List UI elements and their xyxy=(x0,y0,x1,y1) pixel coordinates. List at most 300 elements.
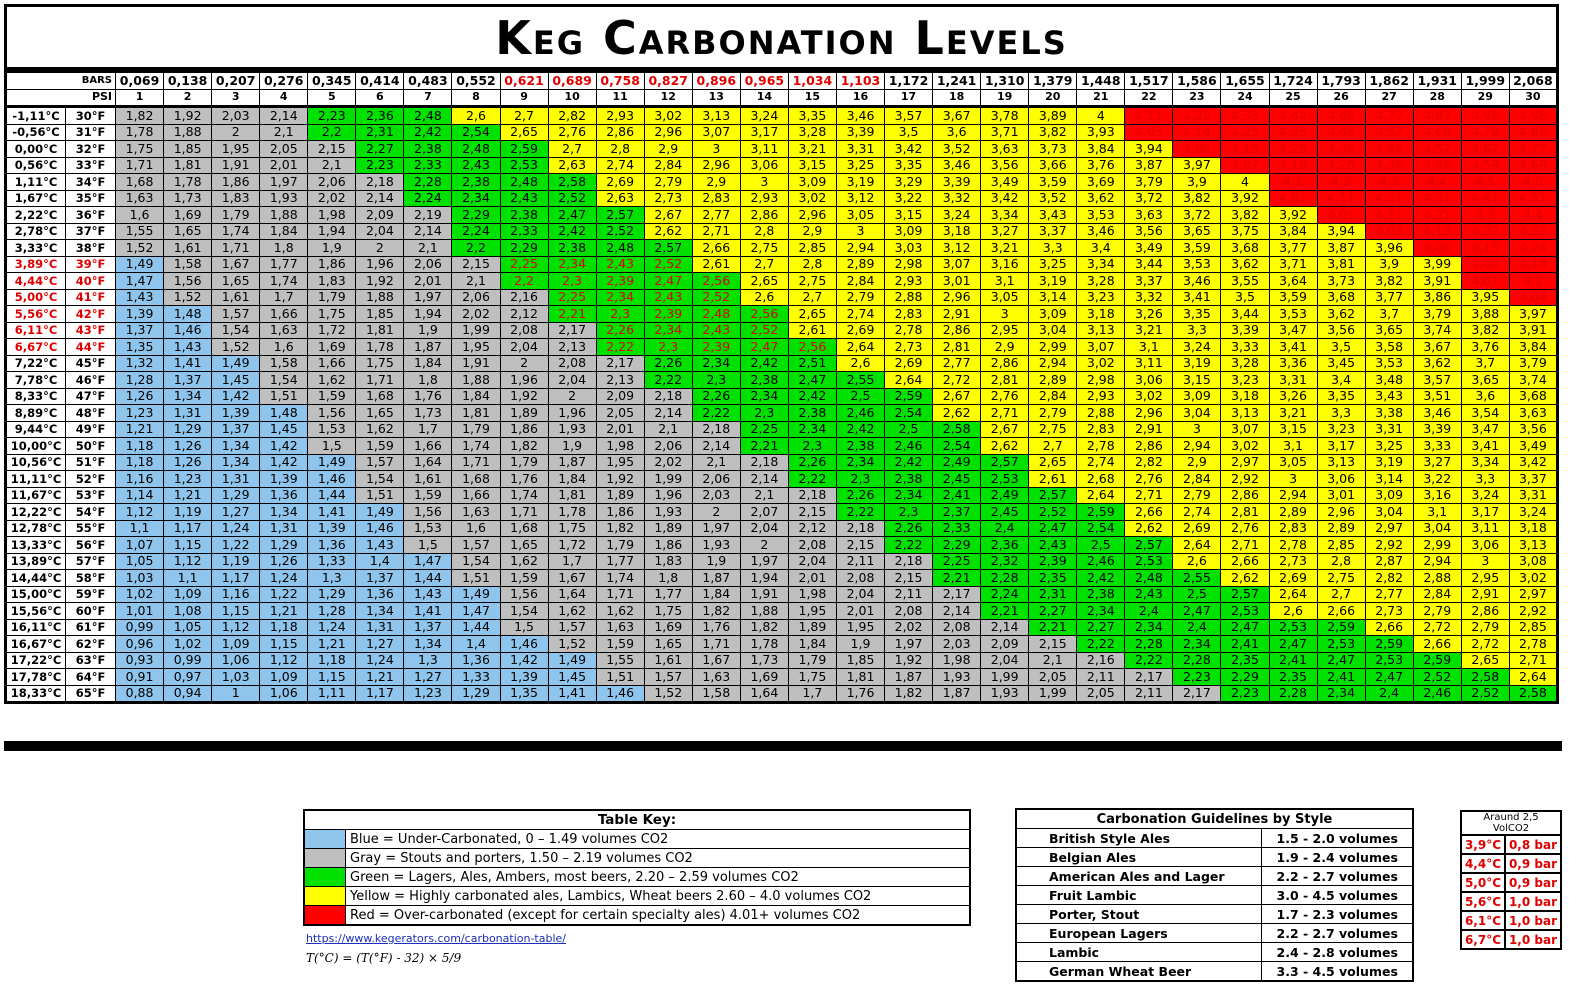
volume-cell: 4,66 xyxy=(1317,107,1365,125)
volume-cell: 3,3 xyxy=(1029,240,1077,257)
volume-cell: 4,22 xyxy=(1461,223,1509,240)
volume-cell: 1,92 xyxy=(164,107,212,125)
volume-cell: 2,1 xyxy=(452,273,500,290)
volume-cell: 1,24 xyxy=(212,520,260,537)
volume-cell: 2,17 xyxy=(596,355,644,372)
volume-cell: 3,56 xyxy=(1125,223,1173,240)
volume-cell: 1,93 xyxy=(644,504,692,521)
volume-cell: 2,06 xyxy=(404,256,452,273)
volume-cell: 4,01 xyxy=(1461,273,1509,290)
volume-cell: 2,79 xyxy=(1029,405,1077,422)
volume-cell: 2,83 xyxy=(1269,520,1317,537)
key-text: Red = Over-carbonated (except for certain specialty ales) 4.01+ volumes CO2 xyxy=(346,906,971,926)
volume-cell: 2,62 xyxy=(1221,570,1269,587)
volume-cell: 1,46 xyxy=(356,520,404,537)
volume-cell: 3 xyxy=(1173,421,1221,438)
volume-cell: 1,65 xyxy=(356,405,404,422)
volume-cell: 4,6 xyxy=(1509,174,1557,191)
volume-cell: 2,4 xyxy=(1125,603,1173,620)
table-key xyxy=(303,809,971,926)
volume-cell: 1,42 xyxy=(260,438,308,455)
volume-cell: 2,79 xyxy=(1413,603,1461,620)
volume-cell: 1,71 xyxy=(500,504,548,521)
psi-header: 11 xyxy=(596,89,644,107)
volume-cell: 1,59 xyxy=(308,388,356,405)
psi-header: 8 xyxy=(452,89,500,107)
volume-cell: 2,39 xyxy=(1029,553,1077,570)
volume-cell: 4,77 xyxy=(1365,107,1413,125)
volume-cell: 3,62 xyxy=(1413,355,1461,372)
volume-cell: 3,46 xyxy=(836,107,884,125)
volume-cell: 3,39 xyxy=(1413,421,1461,438)
volume-cell: 1,52 xyxy=(164,289,212,306)
bars-row xyxy=(6,72,1558,90)
volume-cell: 2 xyxy=(356,240,404,257)
volume-cell: 3,13 xyxy=(1077,322,1125,339)
volume-cell: 1,74 xyxy=(500,487,548,504)
volume-cell: 3,15 xyxy=(1173,372,1221,389)
volume-cell: 2,99 xyxy=(1413,537,1461,554)
volume-cell: 3,07 xyxy=(933,256,981,273)
volume-cell: 3,67 xyxy=(933,107,981,125)
table-row xyxy=(6,603,1558,620)
around-temp: 6,1°C xyxy=(1461,911,1505,930)
volume-cell: 3,77 xyxy=(1365,289,1413,306)
volume-cell: 1,87 xyxy=(404,339,452,356)
volume-cell: 3,7 xyxy=(1461,355,1509,372)
volume-cell: 1,08 xyxy=(164,603,212,620)
temp-fahrenheit: 42°F xyxy=(66,306,116,323)
volume-cell: 1,11 xyxy=(308,685,356,703)
volume-cell: 3,17 xyxy=(1317,438,1365,455)
volume-cell: 1,45 xyxy=(212,372,260,389)
volume-cell: 2,62 xyxy=(644,223,692,240)
volume-cell: 2,57 xyxy=(644,240,692,257)
volume-cell: 2,2 xyxy=(500,273,548,290)
volume-cell: 2,94 xyxy=(1269,487,1317,504)
table-row xyxy=(6,240,1558,257)
temp-fahrenheit: 58°F xyxy=(66,570,116,587)
volume-cell: 3,63 xyxy=(1125,207,1173,224)
guideline-style: German Wheat Beer xyxy=(1016,962,1262,982)
volume-cell: 1,48 xyxy=(164,306,212,323)
volume-cell: 2,77 xyxy=(1365,586,1413,603)
volume-cell: 1,75 xyxy=(308,306,356,323)
psi-header: 12 xyxy=(644,89,692,107)
bars-header: 1,103 xyxy=(836,72,884,90)
volume-cell: 2,55 xyxy=(836,372,884,389)
volume-cell: 1,84 xyxy=(452,388,500,405)
volume-cell: 3,76 xyxy=(1077,157,1125,174)
volume-cell: 2,23 xyxy=(356,157,404,174)
volume-cell: 3,13 xyxy=(1221,405,1269,422)
volume-cell: 2,95 xyxy=(981,322,1029,339)
volume-cell: 1,43 xyxy=(404,586,452,603)
volume-cell: 1,67 xyxy=(212,256,260,273)
volume-cell: 1,76 xyxy=(404,388,452,405)
volume-cell: 2,45 xyxy=(981,504,1029,521)
volume-cell: 1,65 xyxy=(164,223,212,240)
volume-cell: 1,99 xyxy=(981,669,1029,686)
volume-cell: 4,13 xyxy=(1413,223,1461,240)
volume-cell: 3,09 xyxy=(788,174,836,191)
volume-cell: 2,89 xyxy=(1269,504,1317,521)
volume-cell: 2,6 xyxy=(1269,603,1317,620)
volume-cell: 2,86 xyxy=(933,322,981,339)
volume-cell: 2,38 xyxy=(404,141,452,158)
volume-cell: 2,1 xyxy=(644,421,692,438)
volume-cell: 1,43 xyxy=(356,537,404,554)
volume-cell: 2,14 xyxy=(356,190,404,207)
volume-cell: 4,3 xyxy=(1461,207,1509,224)
volume-cell: 4,57 xyxy=(1413,141,1461,158)
volume-cell: 1,87 xyxy=(692,570,740,587)
volume-cell: 4,24 xyxy=(1509,240,1557,257)
key-row-red xyxy=(304,906,970,926)
volume-cell: 2,78 xyxy=(1509,636,1557,653)
volume-cell: 4,21 xyxy=(1413,207,1461,224)
volume-cell: 2,3 xyxy=(885,504,933,521)
volume-cell: 3,71 xyxy=(981,124,1029,141)
volume-cell: 2,38 xyxy=(548,240,596,257)
volume-cell: 4,98 xyxy=(1509,107,1557,125)
guideline-style: Fruit Lambic xyxy=(1016,886,1262,905)
volume-cell: 4,31 xyxy=(1413,190,1461,207)
volume-cell: 2,4 xyxy=(1365,685,1413,703)
volume-cell: 2,32 xyxy=(981,553,1029,570)
volume-cell: 2,27 xyxy=(1029,603,1077,620)
guideline-row xyxy=(1016,905,1413,924)
volume-cell: 1,58 xyxy=(164,256,212,273)
around-row xyxy=(1461,911,1561,930)
volume-cell: 2,08 xyxy=(500,322,548,339)
volume-cell: 3,59 xyxy=(1173,240,1221,257)
volume-cell: 2,55 xyxy=(1173,570,1221,587)
volume-cell: 1,81 xyxy=(836,669,884,686)
volume-cell: 2,41 xyxy=(1221,636,1269,653)
volume-cell: 1,9 xyxy=(404,322,452,339)
volume-cell: 2,65 xyxy=(1461,652,1509,669)
volume-cell: 2,21 xyxy=(933,570,981,587)
volume-cell: 1,94 xyxy=(308,223,356,240)
volume-cell: 2,91 xyxy=(1461,586,1509,603)
carbonation-table xyxy=(4,70,1559,704)
volume-cell: 3,15 xyxy=(788,157,836,174)
volume-cell: 3,96 xyxy=(1365,240,1413,257)
volume-cell: 1,74 xyxy=(452,438,500,455)
volume-cell: 2,96 xyxy=(933,289,981,306)
volume-cell: 2,09 xyxy=(356,207,404,224)
volume-cell: 1,98 xyxy=(788,586,836,603)
volume-cell: 3,5 xyxy=(885,124,933,141)
table-row xyxy=(6,256,1558,273)
volume-cell: 1,53 xyxy=(308,421,356,438)
volume-cell: 1,02 xyxy=(164,636,212,653)
volume-cell: 3,31 xyxy=(1269,372,1317,389)
table-row xyxy=(6,685,1558,703)
volume-cell: 2,11 xyxy=(836,553,884,570)
volume-cell: 3,74 xyxy=(1413,322,1461,339)
volume-cell: 2,69 xyxy=(596,174,644,191)
volume-cell: 4,44 xyxy=(1269,107,1317,125)
volume-cell: 3,64 xyxy=(1269,273,1317,290)
volume-cell: 1,93 xyxy=(981,685,1029,703)
volume-cell: 4,35 xyxy=(1269,124,1317,141)
guideline-row xyxy=(1016,867,1413,886)
volume-cell: 1,51 xyxy=(452,570,500,587)
volume-cell: 2,4 xyxy=(1173,619,1221,636)
volume-cell: 3,39 xyxy=(933,174,981,191)
volume-cell: 1,79 xyxy=(788,652,836,669)
guideline-style: Porter, Stout xyxy=(1016,905,1262,924)
volume-cell: 2,8 xyxy=(1317,553,1365,570)
volume-cell: 2,54 xyxy=(885,405,933,422)
volume-cell: 1,46 xyxy=(164,322,212,339)
around-row xyxy=(1461,930,1561,949)
volume-cell: 1,82 xyxy=(740,619,788,636)
volume-cell: 3,12 xyxy=(933,240,981,257)
volume-cell: 3,63 xyxy=(1509,405,1557,422)
temp-celsius: 5,56°C xyxy=(6,306,66,323)
volume-cell: 2,52 xyxy=(1461,685,1509,703)
volume-cell: 2,1 xyxy=(308,157,356,174)
volume-cell: 1,54 xyxy=(500,603,548,620)
volume-cell: 2,83 xyxy=(692,190,740,207)
temp-fahrenheit: 45°F xyxy=(66,355,116,372)
volume-cell: 2,74 xyxy=(596,157,644,174)
temp-celsius: 1,11°C xyxy=(6,174,66,191)
volume-cell: 2,96 xyxy=(788,207,836,224)
volume-cell: 2,52 xyxy=(548,190,596,207)
temp-celsius: 9,44°C xyxy=(6,421,66,438)
volume-cell: 1,57 xyxy=(644,669,692,686)
volume-cell: 1,67 xyxy=(548,570,596,587)
volume-cell: 3,23 xyxy=(1221,372,1269,389)
temp-celsius: 11,11°C xyxy=(6,471,66,488)
volume-cell: 2,96 xyxy=(644,124,692,141)
volume-cell: 1,88 xyxy=(164,124,212,141)
volume-cell: 2,91 xyxy=(1125,421,1173,438)
temp-fahrenheit: 32°F xyxy=(66,141,116,158)
volume-cell: 1,62 xyxy=(308,372,356,389)
volume-cell: 2,11 xyxy=(1125,685,1173,703)
volume-cell: 3,11 xyxy=(1461,520,1509,537)
volume-cell: 1,92 xyxy=(500,388,548,405)
temp-celsius: 0,00°C xyxy=(6,141,66,158)
volume-cell: 3,17 xyxy=(740,124,788,141)
volume-cell: 3,97 xyxy=(1173,157,1221,174)
volume-cell: 2,42 xyxy=(548,223,596,240)
volume-cell: 4,4 xyxy=(1509,207,1557,224)
volume-cell: 3,88 xyxy=(1461,306,1509,323)
volume-cell: 3,73 xyxy=(1029,141,1077,158)
volume-cell: 1,94 xyxy=(404,306,452,323)
volume-cell: 1,94 xyxy=(740,570,788,587)
temp-celsius: 13,33°C xyxy=(6,537,66,554)
psi-header: 26 xyxy=(1317,89,1365,107)
volume-cell: 1,82 xyxy=(596,520,644,537)
volume-cell: 0,99 xyxy=(164,652,212,669)
volume-cell: 2,43 xyxy=(1029,537,1077,554)
volume-cell: 2,47 xyxy=(644,273,692,290)
volume-cell: 2,94 xyxy=(1413,553,1461,570)
volume-cell: 2,15 xyxy=(452,256,500,273)
table-row xyxy=(6,570,1558,587)
volume-cell: 2,49 xyxy=(981,487,1029,504)
around-temp: 5,6°C xyxy=(1461,892,1505,911)
volume-cell: 1,92 xyxy=(356,273,404,290)
volume-cell: 1,88 xyxy=(260,207,308,224)
temp-celsius: 6,67°C xyxy=(6,339,66,356)
volume-cell: 3,42 xyxy=(885,141,933,158)
volume-cell: 3,39 xyxy=(836,124,884,141)
volume-cell: 2,88 xyxy=(1413,570,1461,587)
psi-header: 15 xyxy=(788,89,836,107)
volume-cell: 2,53 xyxy=(1365,652,1413,669)
temp-celsius: 15,00°C xyxy=(6,586,66,603)
volume-cell: 2,8 xyxy=(740,223,788,240)
temp-celsius: 18,33°C xyxy=(6,685,66,703)
volume-cell: 2,65 xyxy=(1029,454,1077,471)
volume-cell: 3 xyxy=(692,141,740,158)
volume-cell: 2,69 xyxy=(885,355,933,372)
volume-cell: 2,94 xyxy=(836,240,884,257)
volume-cell: 3,48 xyxy=(1365,372,1413,389)
temp-fahrenheit: 41°F xyxy=(66,289,116,306)
volume-cell: 2,3 xyxy=(788,438,836,455)
volume-cell: 4,69 xyxy=(1509,157,1557,174)
source-link[interactable]: https://www.kegerators.com/carbonation-table/ xyxy=(306,932,566,945)
volume-cell: 1,86 xyxy=(596,504,644,521)
volume-cell: 2,25 xyxy=(500,256,548,273)
volume-cell: 3,14 xyxy=(1029,289,1077,306)
volume-cell: 1,93 xyxy=(548,421,596,438)
volume-cell: 2 xyxy=(740,537,788,554)
bars-header: 0,758 xyxy=(596,72,644,90)
table-row xyxy=(6,520,1558,537)
temp-celsius: 5,00°C xyxy=(6,289,66,306)
guideline-row xyxy=(1016,962,1413,982)
temp-fahrenheit: 54°F xyxy=(66,504,116,521)
temp-fahrenheit: 55°F xyxy=(66,520,116,537)
volume-cell: 2,84 xyxy=(1173,471,1221,488)
volume-cell: 1,5 xyxy=(500,619,548,636)
key-text: Blue = Under-Carbonated, 0 – 1.49 volumes CO2 xyxy=(346,830,971,849)
around-bar: 1,0 bar xyxy=(1505,930,1561,949)
volume-cell: 1,36 xyxy=(452,652,500,669)
volume-cell: 2,23 xyxy=(1221,685,1269,703)
volume-cell: 1,26 xyxy=(116,388,164,405)
volume-cell: 1,69 xyxy=(308,339,356,356)
volume-cell: 3,9 xyxy=(1365,256,1413,273)
volume-cell: 2,1 xyxy=(740,487,788,504)
volume-cell: 2,56 xyxy=(788,339,836,356)
temp-celsius: 2,22°C xyxy=(6,207,66,224)
volume-cell: 1,98 xyxy=(933,652,981,669)
volume-cell: 3,46 xyxy=(1413,405,1461,422)
volume-cell: 2,19 xyxy=(404,207,452,224)
volume-cell: 3,19 xyxy=(1173,355,1221,372)
temp-fahrenheit: 62°F xyxy=(66,636,116,653)
volume-cell: 1,86 xyxy=(308,256,356,273)
volume-cell: 2,02 xyxy=(885,619,933,636)
volume-cell: 3,86 xyxy=(1413,289,1461,306)
volume-cell: 2,57 xyxy=(1125,537,1173,554)
volume-cell: 1,69 xyxy=(164,207,212,224)
volume-cell: 1,27 xyxy=(404,669,452,686)
volume-cell: 2,2 xyxy=(308,124,356,141)
volume-cell: 3,87 xyxy=(1317,240,1365,257)
volume-cell: 1,93 xyxy=(260,190,308,207)
volume-cell: 2,73 xyxy=(644,190,692,207)
volume-cell: 2,14 xyxy=(692,438,740,455)
volume-cell: 3,56 xyxy=(1317,322,1365,339)
volume-cell: 1,76 xyxy=(692,619,740,636)
volume-cell: 2,7 xyxy=(1029,438,1077,455)
volume-cell: 2,6 xyxy=(452,107,500,125)
volume-cell: 1,46 xyxy=(596,685,644,703)
volume-cell: 3,32 xyxy=(1125,289,1173,306)
volume-cell: 1,33 xyxy=(452,669,500,686)
table-row xyxy=(6,322,1558,339)
volume-cell: 3,95 xyxy=(1461,289,1509,306)
volume-cell: 2,39 xyxy=(596,273,644,290)
volume-cell: 2,24 xyxy=(452,223,500,240)
guideline-style: Belgian Ales xyxy=(1016,848,1262,867)
volume-cell: 1,39 xyxy=(260,471,308,488)
volume-cell: 2,81 xyxy=(981,372,1029,389)
volume-cell: 3,56 xyxy=(1509,421,1557,438)
volume-cell: 2,58 xyxy=(1509,685,1557,703)
volume-cell: 1,82 xyxy=(885,685,933,703)
volume-cell: 2,59 xyxy=(885,388,933,405)
volume-cell: 2,34 xyxy=(452,190,500,207)
volume-cell: 2,34 xyxy=(644,322,692,339)
temp-fahrenheit: 43°F xyxy=(66,322,116,339)
psi-header: 25 xyxy=(1269,89,1317,107)
volume-cell: 2,85 xyxy=(1317,537,1365,554)
volume-cell: 3,14 xyxy=(1365,471,1413,488)
volume-cell: 1,96 xyxy=(500,372,548,389)
volume-cell: 1,87 xyxy=(933,685,981,703)
volume-cell: 1,98 xyxy=(308,207,356,224)
volume-cell: 3,16 xyxy=(1413,487,1461,504)
volume-cell: 3,21 xyxy=(1125,322,1173,339)
volume-cell: 1,58 xyxy=(260,355,308,372)
volume-cell: 1,78 xyxy=(740,636,788,653)
volume-cell: 3,68 xyxy=(1221,240,1269,257)
volume-cell: 3,1 xyxy=(981,273,1029,290)
volume-cell: 2,03 xyxy=(212,107,260,125)
volume-cell: 4,01 xyxy=(1269,190,1317,207)
volume-cell: 3,07 xyxy=(692,124,740,141)
volume-cell: 2,96 xyxy=(1125,405,1173,422)
volume-cell: 1,23 xyxy=(164,471,212,488)
volume-cell: 3,17 xyxy=(1461,504,1509,521)
volume-cell: 3,01 xyxy=(1317,487,1365,504)
psi-header: 30 xyxy=(1509,89,1557,107)
volume-cell: 1,61 xyxy=(164,240,212,257)
volume-cell: 1,72 xyxy=(548,537,596,554)
volume-cell: 1,22 xyxy=(260,586,308,603)
temp-celsius: 7,78°C xyxy=(6,372,66,389)
volume-cell: 2,86 xyxy=(1125,438,1173,455)
volume-cell: 2,94 xyxy=(1173,438,1221,455)
volume-cell: 2,26 xyxy=(788,454,836,471)
volume-cell: 2,84 xyxy=(836,273,884,290)
volume-cell: 2,41 xyxy=(1269,652,1317,669)
key-text: Yellow = Highly carbonated ales, Lambics, Wheat beers 2.60 – 4.0 volumes CO2 xyxy=(346,887,971,906)
